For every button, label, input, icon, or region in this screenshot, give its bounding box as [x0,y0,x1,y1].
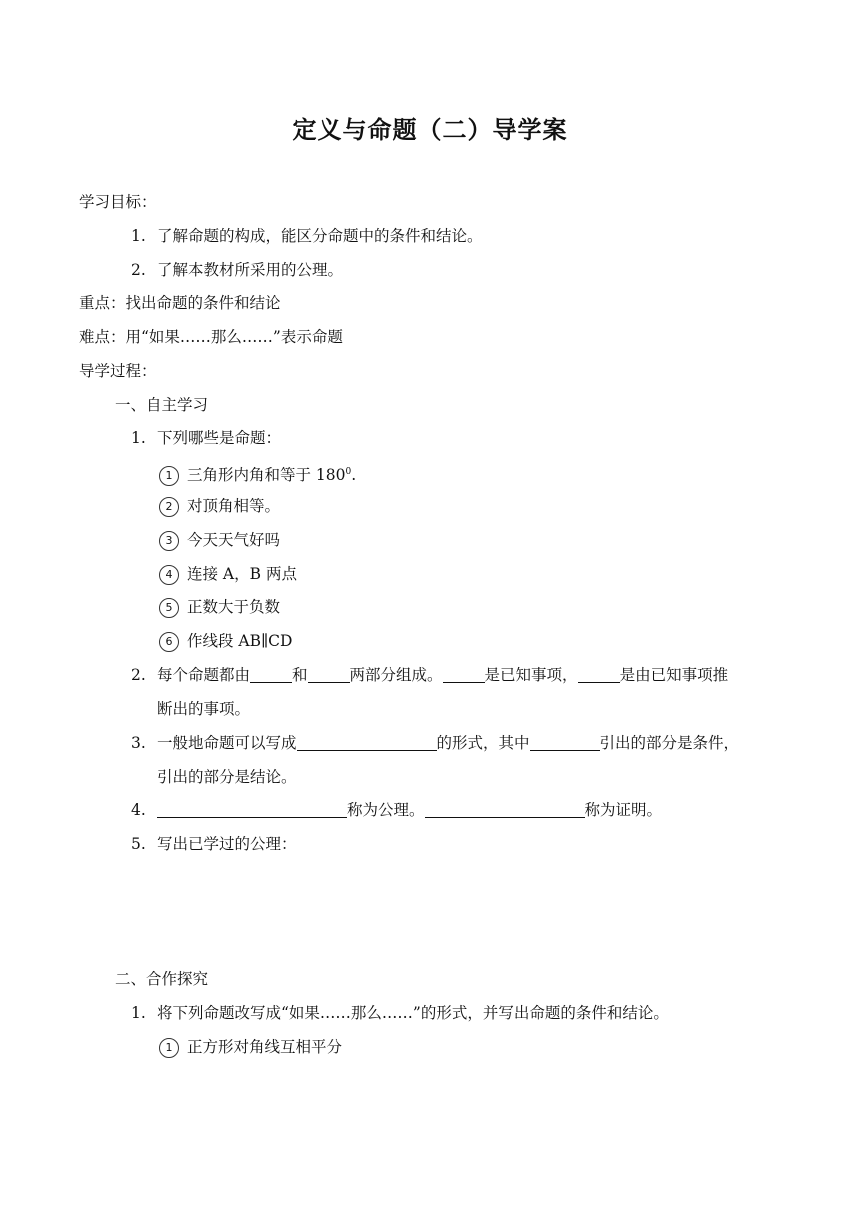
option-text: 作线段 AB∥CD [187,632,293,650]
question-number: 4. [131,801,146,819]
question-1 [131,428,281,448]
answer-blank[interactable] [297,734,437,751]
question-number: 5. [131,835,146,853]
answer-blank[interactable] [250,666,292,683]
answer-blank[interactable] [425,801,585,818]
answer-blank[interactable] [443,666,485,683]
option-text: 正方形对角线互相平分 [187,1038,343,1056]
option-text: 三角形内角和等于 180 [187,466,346,484]
question-text: 和 [292,666,308,684]
process-heading: 导学过程： [79,362,157,380]
question-text: 引出的部分是条件， [599,734,740,752]
option-text: 正数大于负数 [187,598,281,616]
question-text: 将下列命题改写成“如果……那么……”的形式，并写出命题的条件和结论。 [157,1004,669,1022]
question-text: 一般地命题可以写成 [157,734,297,752]
option-text: 连接 A，B 两点 [187,565,297,583]
degree-superscript: 0 [345,467,352,477]
answer-blank[interactable] [157,801,347,818]
answer-blank[interactable] [530,734,600,751]
question-5 [131,834,297,854]
question-number: 2. [131,666,146,684]
question-text: 是由已知事项推 [619,666,729,684]
option-text: 今天天气好吗 [187,531,281,549]
question-3-continued: 引出的部分是结论。 [157,768,297,786]
goal-item: 1. 了解命题的构成，能区分命题中的条件和结论。 [131,227,483,245]
section2-heading: 二、合作探究 [115,970,209,988]
question-number: 3. [131,734,146,752]
difficulty-point: 难点：用“如果……那么……”表示命题 [79,328,343,346]
option-text: 对顶角相等。 [187,497,281,515]
circled-number: 2 [159,497,179,517]
page-title: 定义与命题（二）导学案 [292,115,568,144]
circled-number: 1 [159,1038,179,1058]
answer-blank[interactable] [308,666,350,683]
goal-item: 2. 了解本教材所采用的公理。 [131,261,344,279]
option-item [159,597,280,618]
circled-number: 1 [159,466,179,486]
option-item [159,530,280,551]
goal-text: 了解命题的构成，能区分命题中的条件和结论。 [157,227,483,245]
question-text: 每个命题都由 [157,666,251,684]
option-item [159,462,356,486]
question-number: 1. [131,429,146,447]
question-text: 称为公理。 [347,801,425,819]
goals-heading: 学习目标： [79,193,157,211]
question-text: 的形式，其中 [436,734,530,752]
circled-number: 4 [159,565,179,585]
question-text: 两部分组成。 [349,666,443,684]
circled-number: 3 [159,531,179,551]
option-item [159,631,292,652]
question-2 [131,665,728,685]
key-point: 重点：找出命题的条件和结论 [79,294,281,312]
question-text: 下列哪些是命题： [157,429,282,447]
circled-number: 6 [159,632,179,652]
option-tail: . [351,466,357,484]
option-item [159,1037,342,1058]
option-item [159,564,297,585]
question-text: 是已知事项， [484,666,578,684]
question-text: 称为证明。 [584,801,663,819]
option-item [159,496,280,517]
question-3 [131,733,739,753]
circled-number: 5 [159,598,179,618]
section2-question-1 [131,1003,669,1023]
answer-blank[interactable] [578,666,620,683]
question-number: 1. [131,1004,146,1022]
question-2-continued: 断出的事项。 [157,700,251,718]
goal-text: 了解本教材所采用的公理。 [157,261,344,279]
question-text: 写出已学过的公理： [157,835,297,853]
question-4 [131,800,662,820]
section1-heading: 一、自主学习 [115,396,209,414]
